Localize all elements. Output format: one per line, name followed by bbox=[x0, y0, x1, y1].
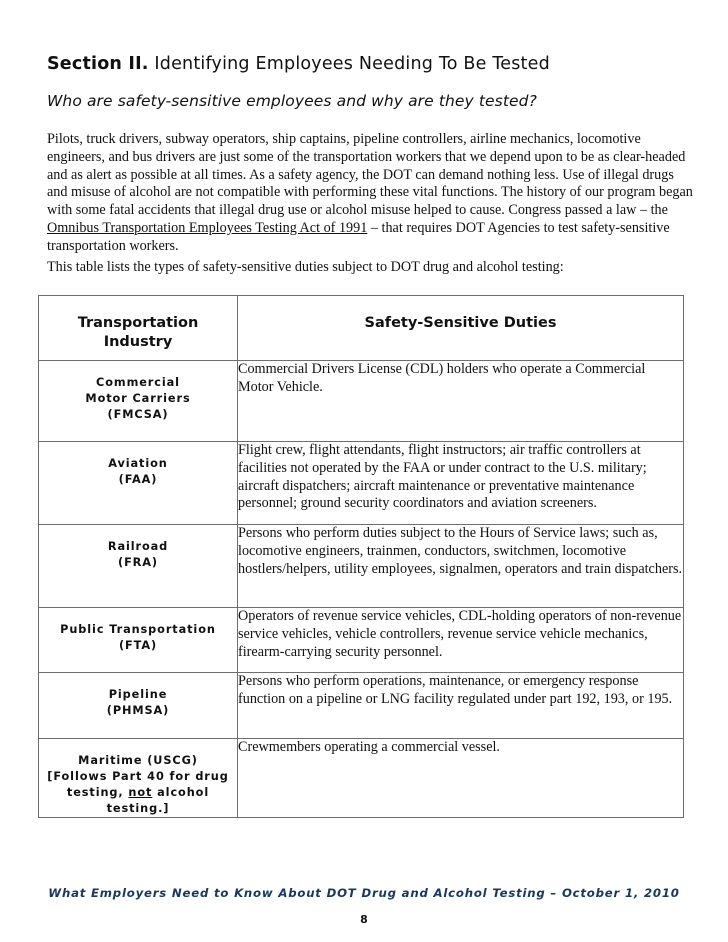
industry-line: Motor Carriers bbox=[85, 392, 191, 405]
industry-line: Public Transportation bbox=[60, 623, 216, 636]
industry-cell bbox=[39, 525, 238, 608]
industry-line-part: alcohol testing.] bbox=[106, 786, 210, 815]
section-title-text: Identifying Employees Needing To Be Tested bbox=[154, 54, 550, 74]
industry-line: Aviation bbox=[108, 457, 168, 470]
header-duties bbox=[238, 296, 684, 361]
duties-cell: Persons who perform operations, maintenance, or emergency response function on a pipeline or LNG facility regulated under part 192, 193, or 195. bbox=[238, 673, 684, 739]
table-row bbox=[39, 739, 684, 818]
industry-line: (PHMSA) bbox=[106, 704, 170, 717]
table-intro: This table lists the types of safety-sensitive duties subject to DOT drug and alcohol testing: bbox=[47, 259, 564, 275]
industry-line: [Follows Part 40 for drug bbox=[47, 770, 229, 783]
emphasis-not: not bbox=[128, 786, 153, 799]
industry-line-part: testing, bbox=[66, 786, 129, 799]
section-heading bbox=[47, 54, 550, 74]
table-row bbox=[39, 361, 684, 442]
industry-line bbox=[67, 786, 209, 815]
industry-line: (FAA) bbox=[118, 473, 158, 486]
industry-line: (FMCSA) bbox=[107, 408, 169, 421]
header-duties-text: Safety-Sensitive Duties bbox=[364, 315, 557, 331]
intro-paragraph bbox=[47, 131, 697, 256]
industry-line: Railroad bbox=[107, 540, 169, 553]
table-row bbox=[39, 673, 684, 739]
intro-text-after-link: – that requires DOT Agencies to test safety-sensitive transportation workers. bbox=[47, 219, 670, 254]
intro-text-before-link: Pilots, truck drivers, subway operators, ship captains, pipeline controllers, airline mechanics, locomotive engineers, and bus drivers are just some of the transportation workers that we depend upon to be as clear-headed and as alert as possible at all times. As a safety agency, the DOT can demand nothing less. Use of illegal drugs and misuse of alcohol are not compatible with performing these vital functions. The history of our program began with some fatal accidents that illegal drug use or alcohol misuse helped to cause. Congress passed a law – the bbox=[47, 131, 693, 219]
duties-cell: Crewmembers operating a commercial vessel. bbox=[238, 739, 684, 818]
industry-line: Maritime (USCG) bbox=[78, 754, 198, 767]
footer-title: What Employers Need to Know About DOT Drug and Alcohol Testing – October 1, 2010 bbox=[48, 886, 680, 900]
table-row bbox=[39, 608, 684, 673]
industry-line: (FRA) bbox=[118, 556, 158, 569]
industry-cell bbox=[39, 608, 238, 673]
section-label: Section II. bbox=[47, 54, 149, 74]
industry-cell bbox=[39, 739, 238, 818]
act-reference-link[interactable]: Omnibus Transportation Employees Testing Act of 1991 bbox=[47, 219, 368, 236]
page-number: 8 bbox=[360, 913, 368, 926]
industry-cell bbox=[39, 361, 238, 442]
industry-line: (FTA) bbox=[118, 639, 158, 652]
duties-cell: Operators of revenue service vehicles, CDL-holding operators of non-revenue service vehicles, vehicle controllers, revenue service vehicle mechanics, firearm-carrying security personnel. bbox=[238, 608, 684, 673]
header-industry-line2: Industry bbox=[103, 334, 173, 350]
header-industry bbox=[39, 296, 238, 361]
duties-table bbox=[38, 295, 684, 818]
table-row bbox=[39, 525, 684, 608]
duties-cell: Flight crew, flight attendants, flight instructors; air traffic controllers at facilities not operated by the FAA or under contract to the U.S. military; aircraft dispatchers; aircraft maintenance or preventative maintenance personnel; ground security coordinators and aviation screeners. bbox=[238, 442, 684, 525]
subheading-question: Who are safety-sensitive employees and why are they tested? bbox=[47, 92, 537, 110]
table-header-row bbox=[39, 296, 684, 361]
table-row bbox=[39, 442, 684, 525]
industry-cell bbox=[39, 442, 238, 525]
header-industry-line1: Transportation bbox=[77, 315, 199, 331]
duties-cell: Commercial Drivers License (CDL) holders who operate a Commercial Motor Vehicle. bbox=[238, 361, 684, 442]
industry-cell bbox=[39, 673, 238, 739]
duties-cell: Persons who perform duties subject to the Hours of Service laws; such as, locomotive engineers, trainmen, conductors, switchmen, locomotive hostlers/helpers, utility employees, signalmen, operators and train dispatchers. bbox=[238, 525, 684, 608]
industry-line: Pipeline bbox=[108, 688, 168, 701]
industry-line: Commercial bbox=[96, 376, 180, 389]
